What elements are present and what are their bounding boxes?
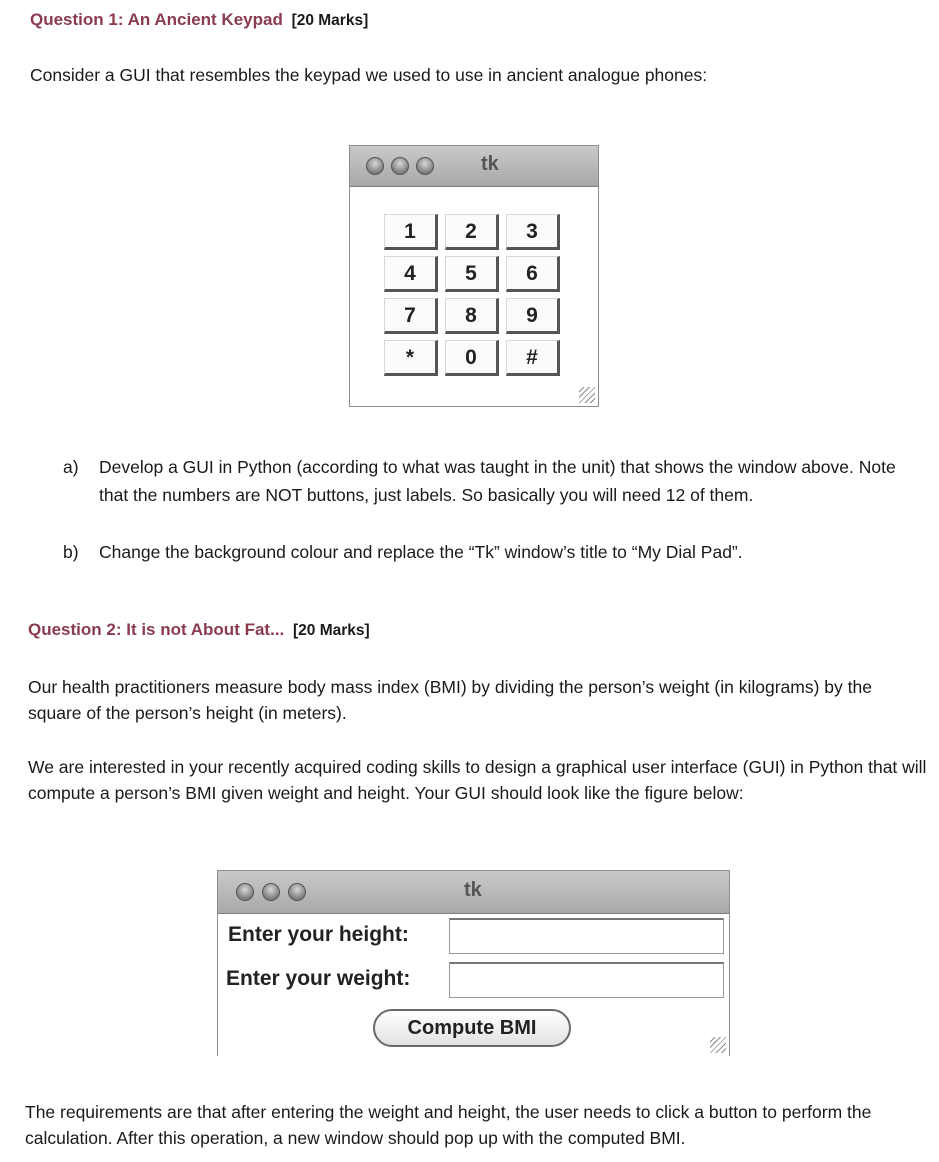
window-close-icon[interactable] xyxy=(236,883,254,901)
q2-heading xyxy=(28,620,370,640)
keypad-label: 4 xyxy=(384,256,438,292)
height-input[interactable] xyxy=(449,918,724,954)
weight-input[interactable] xyxy=(449,962,724,998)
keypad-label: 6 xyxy=(506,256,560,292)
q1-item-b-text: Change the background colour and replace the “Tk” window’s title to “My Dial Pad”. xyxy=(99,542,743,562)
q1-intro: Consider a GUI that resembles the keypad we used to use in ancient analogue phones: xyxy=(30,65,708,85)
q2-para1: Our health practitioners measure body mass index (BMI) by dividing the person’s weight (in kilograms) by the square of the person’s height (in meters). xyxy=(28,677,872,723)
keypad-label: # xyxy=(506,340,560,376)
q1-heading xyxy=(30,10,368,30)
window-close-icon[interactable] xyxy=(366,157,384,175)
q1-marks: [20 Marks] xyxy=(291,12,369,29)
keypad-label: 5 xyxy=(445,256,499,292)
compute-bmi-button[interactable]: Compute BMI xyxy=(373,1009,571,1047)
keypad-label: 2 xyxy=(445,214,499,250)
q1-item-a-text: Develop a GUI in Python (according to what was taught in the unit) that shows the window above. Note that the numbers are NOT buttons, just labels. So basically you will need 12 of them. xyxy=(99,457,896,505)
window-minimize-icon[interactable] xyxy=(391,157,409,175)
keypad-label: 7 xyxy=(384,298,438,334)
q2-title: Question 2: It is not About Fat... xyxy=(28,620,285,639)
bmi-window-title: tk xyxy=(464,879,482,901)
q1-title: Question 1: An Ancient Keypad xyxy=(30,10,283,29)
keypad-label: 9 xyxy=(506,298,560,334)
bmi-window-titlebar xyxy=(218,871,729,914)
keypad-label: 1 xyxy=(384,214,438,250)
keypad-window-title: tk xyxy=(481,153,499,175)
window-zoom-icon[interactable] xyxy=(416,157,434,175)
resize-grip-icon[interactable] xyxy=(579,387,595,403)
q1-item-a-label: a) xyxy=(63,457,79,477)
resize-grip-icon[interactable] xyxy=(710,1037,726,1053)
keypad-window xyxy=(349,145,599,407)
q2-para2: We are interested in your recently acquired coding skills to design a graphical user interface (GUI) in Python that will compute a person’s BMI given weight and height. Your GUI should look like the figure below: xyxy=(28,757,927,803)
keypad-label: 3 xyxy=(506,214,560,250)
bmi-window xyxy=(217,870,730,1056)
q2-para3: The requirements are that after entering the weight and height, the user needs to click a button to perform the calculation. After this operation, a new window should pop up with the computed BMI. xyxy=(25,1102,872,1148)
keypad-label: 8 xyxy=(445,298,499,334)
keypad-label: 0 xyxy=(445,340,499,376)
window-minimize-icon[interactable] xyxy=(262,883,280,901)
height-label: Enter your height: xyxy=(228,923,409,946)
keypad-label: * xyxy=(384,340,438,376)
window-zoom-icon[interactable] xyxy=(288,883,306,901)
q1-item-b-label: b) xyxy=(63,542,79,562)
q2-marks: [20 Marks] xyxy=(292,622,370,639)
weight-label: Enter your weight: xyxy=(226,967,411,990)
keypad-window-titlebar xyxy=(350,146,598,187)
